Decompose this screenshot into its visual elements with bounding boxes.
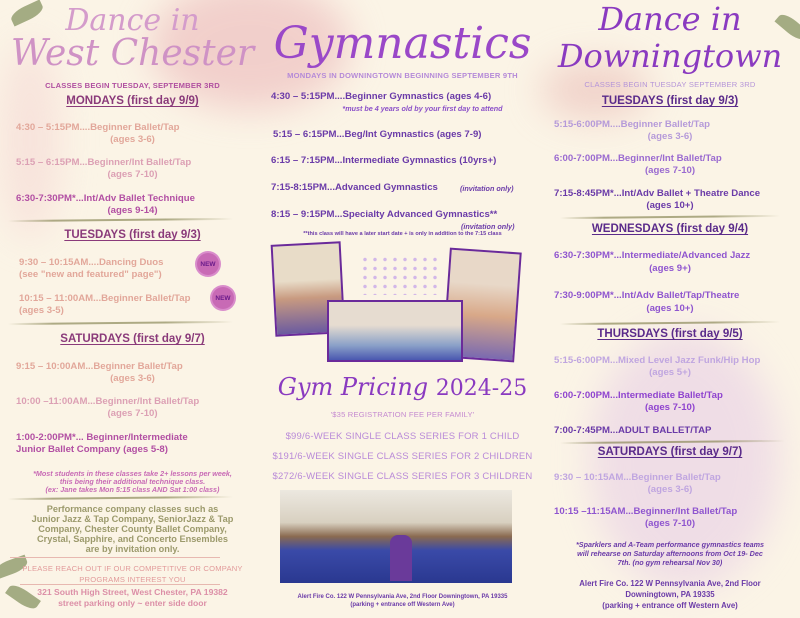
pricing-title: Gym Pricing [277,373,429,401]
class-ages: (ages 3-6) [647,131,693,142]
class-line: 6:00-7:00PM...Beginner/Int Ballet/Tap [554,153,722,164]
title-line2: West Chester [10,33,255,74]
class-line: 7:00-7:45PM...ADULT BALLET/TAP [554,425,712,436]
class-ages: (ages 10+) [646,303,694,314]
class-line: 5:15-6:00PM...Mixed Level Jazz Funk/Hip Hop [554,355,761,366]
classes-begin: CLASSES BEGIN TUESDAY SEPTEMBER 3RD [584,80,756,89]
performance-line: are by invitation only. [85,544,180,554]
note-line: this being their additional technique class. [59,477,206,486]
class-note: (invitation only) [461,222,515,231]
performance-line: Company, Chester County Ballet Company, [38,524,227,534]
note-line: will rehearse on Saturday afternoons from Oct 19- Dec [577,549,763,558]
class-ages: (ages 7-10) [644,518,696,529]
note-line: *Most students in these classes take 2+ lessons per week, [33,469,232,478]
divider [8,496,233,500]
price-line: $272/6-WEEK SINGLE CLASS SERIES FOR 3 CHILDREN [272,471,533,482]
divider [8,218,233,222]
class-line: 6:15 – 7:15PM...Intermediate Gymnastics (10yrs+) [271,155,497,166]
divider [8,321,233,325]
class-line: 7:15-8:15PM...Advanced Gymnastics [271,182,438,193]
class-line: Junior Ballet Company (ages 5-8) [16,444,168,455]
class-line: 5:15-6:00PM....Beginner Ballet/Tap [554,119,711,130]
note-line: *Sparklers and A-Team performance gymnastics teams [575,540,764,549]
class-ages: (ages 10+) [646,200,694,211]
wednesdays-heading: WEDNESDAYS (first day 9/4) [591,223,749,235]
class-ages: (ages 7-10) [107,408,158,419]
tuesdays-heading: TUESDAYS (first day 9/3) [601,95,739,107]
note-line: (ex: Jane takes Mon 5:15 class AND Sat 1:00 class) [45,485,220,494]
reach-out-line: PROGRAMS INTEREST YOU [79,575,186,584]
class-ages: (ages 3-6) [110,134,155,145]
class-ages: (ages 3-5) [19,305,64,316]
note-line: 7th. (no gym rehearsal Nov 30) [617,558,723,567]
new-badge: NEW [212,287,234,309]
footnote: **this class will have a later start date + is only in addition to the 7:15 class [303,231,502,237]
class-ages: (ages 7-10) [644,165,696,176]
class-note: *must be 4 years old by your first day to attend [342,104,503,113]
class-ages: (ages 9+) [649,263,691,274]
address-line: 321 South High Street, West Chester, PA 19382 [37,587,228,597]
downingtown-column [540,0,800,618]
class-line: 10:15 –11:15AM...Beginner/Int Ballet/Tap [554,506,738,517]
group-photo [327,300,463,362]
class-line: 5:15 – 6:15PM...Beginner/Int Ballet/Tap [16,157,192,168]
performance-line: Crystal, Sapphire, and Concerto Ensembles [37,534,228,544]
gym-photo [280,490,512,583]
class-line: 4:30 – 5:15PM....Beginner Ballet/Tap [16,122,180,133]
performance-line: Performance company classes such as [46,504,219,514]
class-line: 10:15 – 11:00AM...Beginner Ballet/Tap [19,293,191,304]
class-line: 9:30 – 10:15AM....Dancing Duos [19,257,164,268]
class-line: 9:15 – 10:00AM...Beginner Ballet/Tap [16,361,183,372]
address-line: (parking + entrance off Western Ave) [602,601,738,610]
class-line: 10:00 –11:00AM...Beginner/Int Ballet/Tap [16,396,200,407]
coach-figure [390,535,412,581]
west-chester-column [0,0,265,618]
class-line: 7:15-8:45PM*...Int/Adv Ballet + Theatre Dance [554,188,761,199]
classes-begin: CLASSES BEGIN TUESDAY, SEPTEMBER 3RD [45,81,220,90]
mondays-heading: MONDAYS (first day 9/9) [66,95,199,107]
saturdays-heading: SATURDAYS (first day 9/7) [60,333,205,345]
divider [20,584,220,585]
class-line: 6:30-7:30PM*...Intermediate/Advanced Jazz [554,250,751,261]
price-line: $99/6-WEEK SINGLE CLASS SERIES FOR 1 CHILD [285,431,520,442]
title-line1: Dance in [65,3,200,38]
class-line: 8:15 – 9:15PM...Specialty Advanced Gymnastics** [271,209,498,220]
class-note: (see "new and featured" page") [19,269,162,280]
divider [560,440,785,444]
title-line1: Dance in [598,0,742,38]
title-line2: Downingtown [557,37,783,75]
gymnastics-column [265,0,540,618]
class-ages: (ages 9-14) [107,205,158,216]
address-line: Alert Fire Co. 122 W Pennsylvania Ave, 2nd Floor [579,579,761,588]
divider [560,321,780,325]
confetti-dots [360,255,440,295]
class-ages: (ages 7-10) [107,169,158,180]
reach-out-line: PLEASE REACH OUT IF OUR COMPETITIVE OR COMPANY [22,564,243,573]
divider [10,557,220,558]
class-line: 4:30 – 5:15PM....Beginner Gymnastics (ages 4-6) [271,91,492,102]
address-line: Alert Fire Co. 122 W Pennsylvania Ave, 2nd Floor Downingtown, PA 19335 [297,594,508,600]
tuesdays-heading: TUESDAYS (first day 9/3) [64,229,201,241]
saturdays-heading: SATURDAYS (first day 9/7) [597,446,743,458]
class-line: 5:15 – 6:15PM...Beg/Int Gymnastics (ages 7-9) [273,129,482,140]
class-line: 1:00-2:00PM*... Beginner/Intermediate [16,432,188,443]
class-ages: (ages 3-6) [110,373,155,384]
pricing-year: 2024-25 [435,376,528,401]
gym-pricing-title [265,375,540,400]
class-line: 6:00-7:00PM...Intermediate Ballet/Tap [554,390,723,401]
price-line: $191/6-WEEK SINGLE CLASS SERIES FOR 2 CHILDREN [272,451,533,462]
address-line: Downingtown, PA 19335 [625,590,715,599]
divider [560,215,780,219]
address-line: street parking only ~ enter side door [58,598,207,608]
gymnastics-subtitle: MONDAYS IN DOWNINGTOWN BEGINNING SEPTEMBER 9TH [287,71,518,80]
class-line: 9:30 – 10:15AM...Beginner Ballet/Tap [554,472,721,483]
class-ages: (ages 5+) [649,367,691,378]
new-badge: NEW [197,253,219,275]
registration-fee: '$35 REGISTRATION FEE PER FAMILY' [330,410,475,419]
thursdays-heading: THURSDAYS (first day 9/5) [597,328,743,340]
performance-line: Junior Jazz & Tap Company, SeniorJazz & Tap [31,514,234,524]
class-line: 6:30-7:30PM*...Int/Adv Ballet Technique [16,193,195,204]
gymnastics-title: Gymnastics [273,18,532,69]
class-ages: (ages 3-6) [647,484,693,495]
class-line: 7:30-9:00PM*...Int/Adv Ballet/Tap/Theatre [554,290,740,301]
class-ages: (ages 7-10) [644,402,696,413]
class-note: (invitation only) [460,184,514,193]
address-line: (parking + entrance off Western Ave) [350,602,455,608]
